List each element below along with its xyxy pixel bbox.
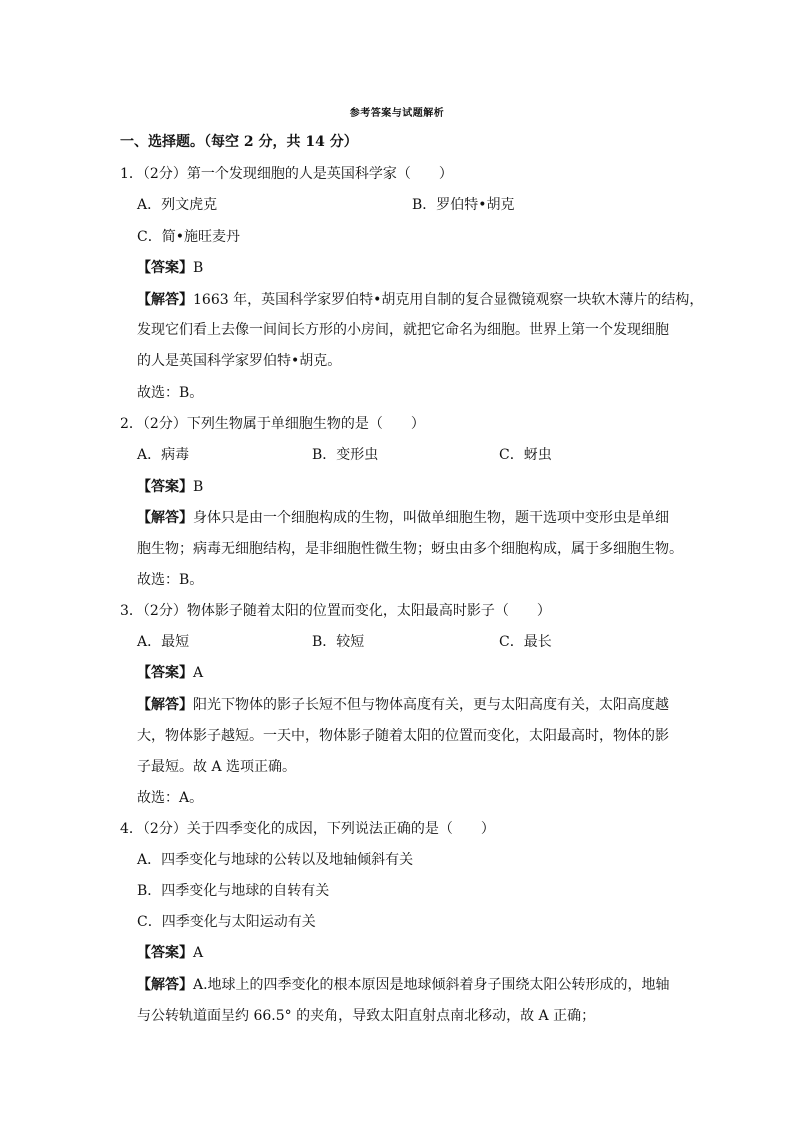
question-1-option-b: B．罗伯特•胡克 bbox=[412, 197, 515, 213]
answer-value: A bbox=[193, 665, 204, 681]
question-2-analysis-line: 胞生物；病毒无细胞结构，是非细胞性微生物；蚜虫由多个细胞构成，属于多细胞生物。 bbox=[137, 541, 683, 557]
question-1-option-a: A．列文虎克 bbox=[137, 197, 218, 213]
question-1-option-c: C．简•施旺麦丹 bbox=[137, 229, 240, 245]
section-heading: 一、选择题。（每空 2 分，共 14 分） bbox=[120, 134, 358, 150]
question-4-option-b: B．四季变化与地球的自转有关 bbox=[137, 883, 330, 899]
question-4-answer bbox=[137, 943, 203, 963]
answer-value: A bbox=[193, 945, 204, 961]
answer-tag: 【答案】 bbox=[137, 665, 193, 681]
document-title: 参考答案与试题解析 bbox=[349, 108, 445, 119]
question-4-analysis-line: 与公转轨道面呈约 66.5° 的夹角，导致太阳直射点南北移动，故 A 正确； bbox=[137, 1008, 596, 1024]
question-2-option-c: C．蚜虫 bbox=[499, 447, 552, 463]
analysis-text: A.地球上的四季变化的根本原因是地球倾斜着身子围绕太阳公转形成的，地轴 bbox=[193, 977, 670, 993]
question-4-stem: 4．（2分）关于四季变化的成因，下列说法正确的是（ ） bbox=[120, 821, 495, 837]
question-2-option-b: B．变形虫 bbox=[312, 447, 379, 463]
analysis-tag: 【解答】 bbox=[137, 697, 193, 713]
question-1-answer bbox=[137, 258, 203, 278]
question-1-analysis-line bbox=[137, 290, 703, 310]
question-4-option-c: C．四季变化与太阳运动有关 bbox=[137, 914, 316, 930]
answer-value: B bbox=[193, 479, 204, 495]
question-4-analysis-line bbox=[137, 975, 670, 995]
question-3-analysis-line bbox=[137, 695, 669, 715]
question-3-analysis-line: 大，物体影子越短。一天中，物体影子随着太阳的位置而变化，太阳最高时，物体的影 bbox=[137, 728, 669, 744]
question-2-conclusion: 故选：B。 bbox=[137, 572, 204, 588]
answer-tag: 【答案】 bbox=[137, 260, 193, 276]
question-2-stem: 2．（2分）下列生物属于单细胞生物的是（ ） bbox=[120, 416, 425, 432]
question-3-option-b: B．较短 bbox=[312, 634, 365, 650]
answer-tag: 【答案】 bbox=[137, 945, 193, 961]
analysis-tag: 【解答】 bbox=[137, 292, 193, 308]
question-3-conclusion: 故选：A。 bbox=[137, 790, 204, 806]
answer-value: B bbox=[193, 260, 204, 276]
question-1-analysis-line: 的人是英国科学家罗伯特•胡克。 bbox=[137, 353, 342, 369]
question-2-option-a: A．病毒 bbox=[137, 447, 190, 463]
question-2-answer bbox=[137, 477, 203, 497]
question-3-answer bbox=[137, 663, 203, 683]
analysis-text: 阳光下物体的影子长短不但与物体高度有关，更与太阳高度有关，太阳高度越 bbox=[193, 697, 669, 713]
analysis-text: 1663 年，英国科学家罗伯特•胡克用自制的复合显微镜观察一块软木薄片的结构， bbox=[193, 292, 704, 308]
question-1-stem: 1．（2分）第一个发现细胞的人是英国科学家（ ） bbox=[120, 166, 453, 182]
analysis-text: 身体只是由一个细胞构成的生物，叫做单细胞生物，题干选项中变形虫是单细 bbox=[193, 510, 669, 526]
analysis-tag: 【解答】 bbox=[137, 977, 193, 993]
question-1-analysis-line: 发现它们看上去像一间间长方形的小房间，就把它命名为细胞。世界上第一个发现细胞 bbox=[137, 322, 669, 338]
question-3-analysis-line: 子最短。故 A 选项正确。 bbox=[137, 759, 297, 775]
question-3-option-c: C．最长 bbox=[499, 634, 552, 650]
analysis-tag: 【解答】 bbox=[137, 510, 193, 526]
question-3-option-a: A．最短 bbox=[137, 634, 190, 650]
question-3-stem: 3．（2分）物体影子随着太阳的位置而变化，太阳最高时影子（ ） bbox=[120, 603, 551, 619]
answer-tag: 【答案】 bbox=[137, 479, 193, 495]
question-4-option-a: A．四季变化与地球的公转以及地轴倾斜有关 bbox=[137, 852, 414, 868]
question-2-analysis-line bbox=[137, 508, 669, 528]
question-1-conclusion: 故选：B。 bbox=[137, 385, 204, 401]
